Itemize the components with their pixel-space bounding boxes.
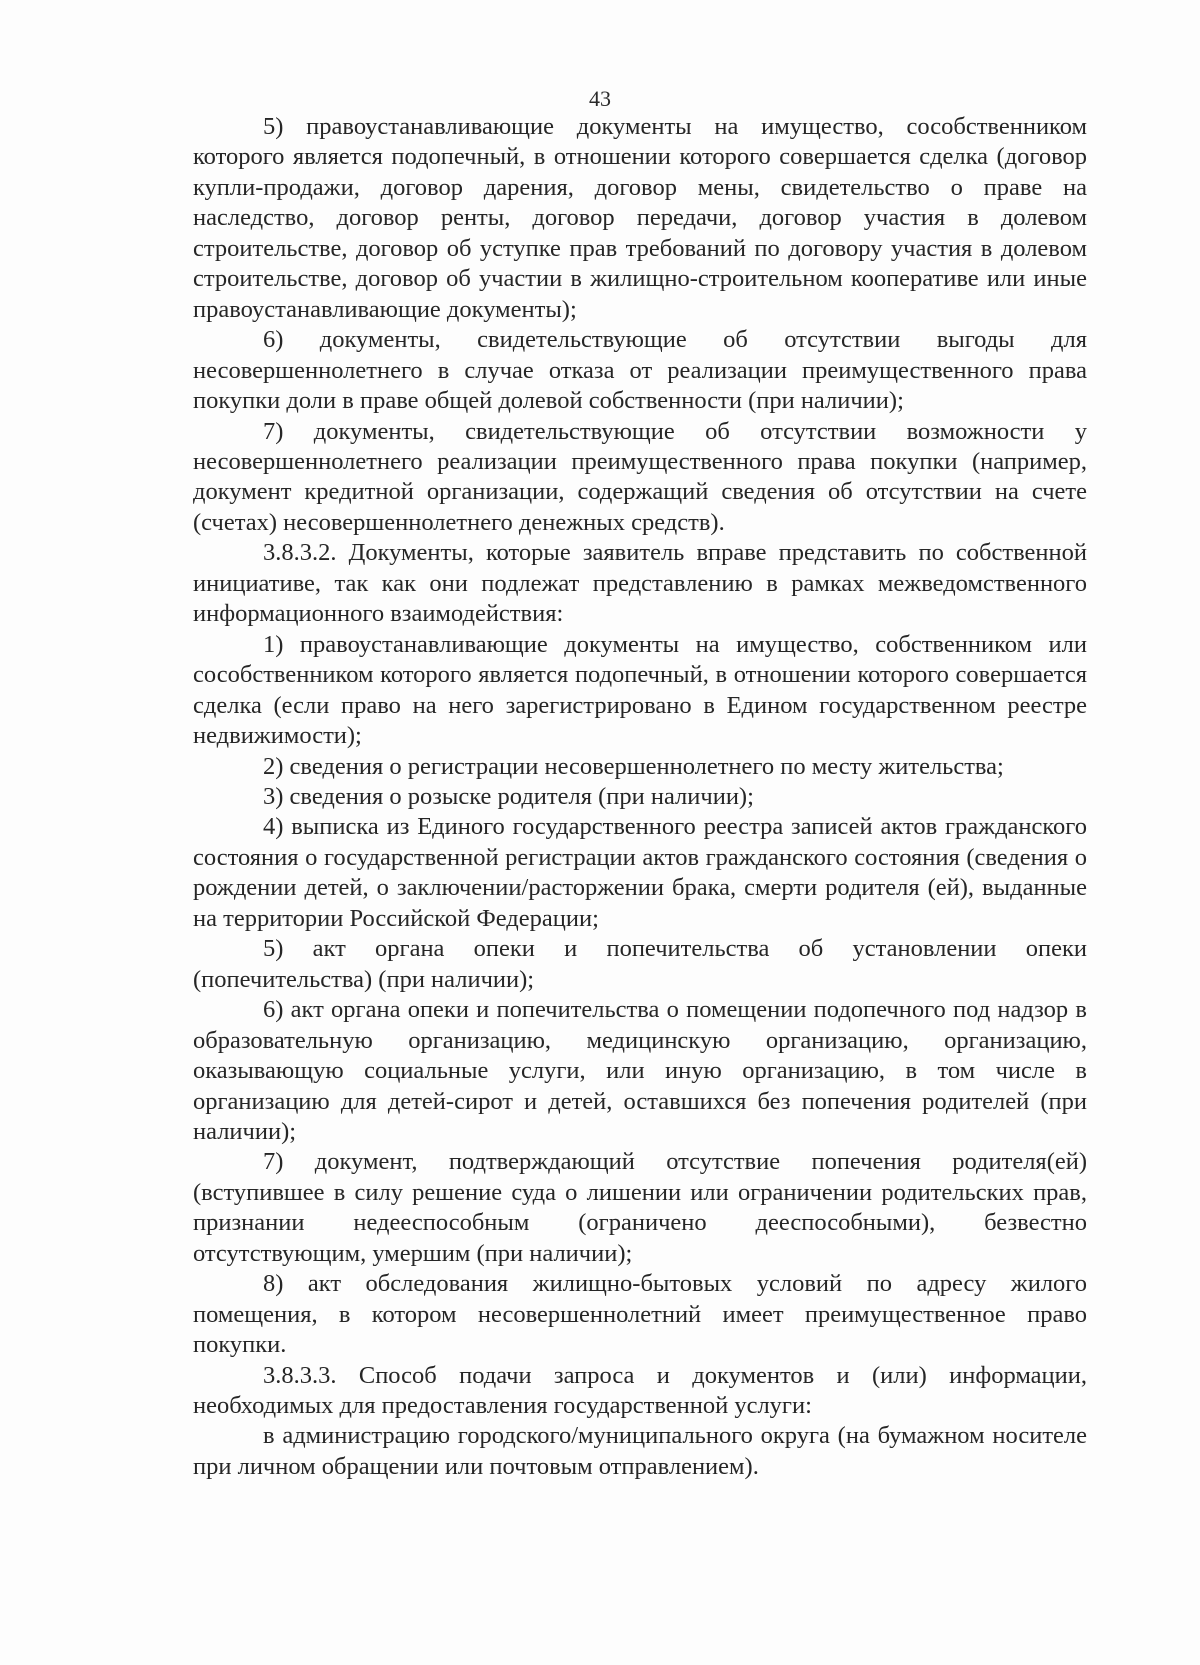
document-body (193, 112, 1087, 1482)
paragraph-item-5-ownership-documents: 5) правоустанавливающие документы на имущество, сособственником которого является подопечный, в отношении которого совершается сделка (договор купли-продажи, договор дарения, договор мены, свидетельство о праве на наследство, договор ренты, договор передачи, договор участия в долевом строительстве, договор об уступке прав требований по договору участия в долевом строительстве, договор об участии в жилищно-строительном кооперативе или иные правоустанавливающие документы); (193, 113, 1087, 323)
paragraph-list-item-1: 1) правоустанавливающие документы на имущество, собственником или сособственником которого является подопечный, в отношении которого совершается сделка (если право на него зарегистрировано в Едином государственном реестре недвижимости); (193, 630, 1087, 750)
paragraph-section-3-8-3-3: 3.8.3.3. Способ подачи запроса и документов и (или) информации, необходимых для предоставления государственной услуги: (193, 1361, 1087, 1420)
paragraph-item-7-no-possibility-documents: 7) документы, свидетельствующие об отсутствии возможности у несовершеннолетнего реализации преимущественного права покупки (например, документ кредитной организации, содержащий сведения об отсутствии на счете (счетах) несовершеннолетнего денежных средств). (193, 417, 1087, 536)
paragraph-list-item-3: 3) сведения о розыске родителя (при наличии); (263, 782, 754, 810)
paragraph-item-6-no-benefit-documents: 6) документы, свидетельствующие об отсутствии выгоды для несовершеннолетнего в случае отказа от реализации преимущественного права покупки доли в праве общей долевой собственности (при наличии); (193, 326, 1087, 415)
paragraph-list-item-5: 5) акт органа опеки и попечительства об установлении опеки (попечительства) (при наличии); (193, 935, 1087, 993)
paragraph-list-item-2: 2) сведения о регистрации несовершеннолетнего по месту жительства; (263, 752, 1004, 780)
paragraph-list-item-4: 4) выписка из Единого государственного реестра записей актов гражданского состояния о государственной регистрации актов гражданского состояния (сведения о рождении детей, о заключении/расторжении брака, смерти родителя (ей), выданные на территории Российской Федерации; (193, 813, 1087, 932)
page-number: 43 (589, 86, 611, 111)
paragraph-list-item-8: 8) акт обследования жилищно-бытовых условий по адресу жилого помещения, в котором несовершеннолетний имеет преимущественное право покупки. (193, 1270, 1087, 1359)
paragraph-list-item-6: 6) акт органа опеки и попечительства о помещении подопечного под надзор в образовательную организацию, медицинскую организацию, организацию, оказывающую социальные услуги, или иную организацию, в том числе в организацию для детей-сирот и детей, оставшихся без попечения родителей (при наличии); (193, 996, 1087, 1145)
paragraph-section-3-8-3-2: 3.8.3.2. Документы, которые заявитель вправе представить по собственной инициативе, так как они подлежат представлению в рамках межведомственного информационного взаимодействия: (193, 539, 1087, 628)
paragraph-list-item-7: 7) документ, подтверждающий отсутствие попечения родителя(ей) (вступившее в силу решение суда о лишении или ограничении родительских прав, признании недееспособным (ограничено дееспособными), безвестно отсутствующим, умершим (при наличии); (193, 1148, 1087, 1267)
paragraph-submission-method: в администрацию городского/муниципального округа (на бумажном носителе при личном обращении или почтовым отправлением). (193, 1422, 1087, 1480)
